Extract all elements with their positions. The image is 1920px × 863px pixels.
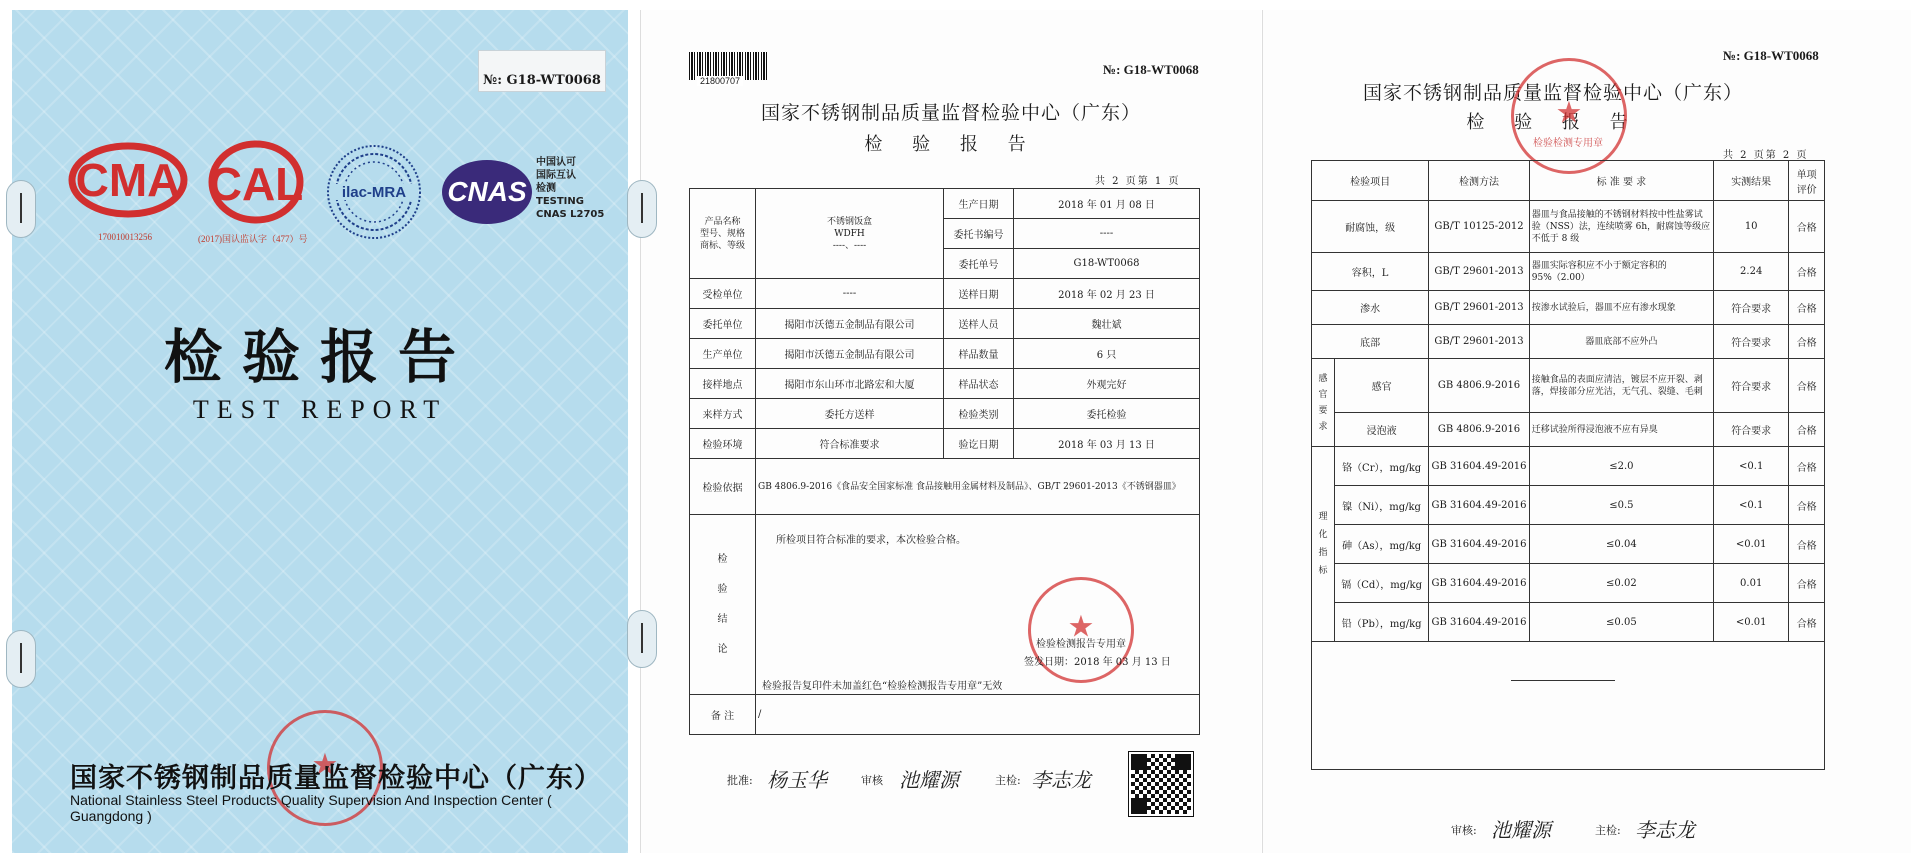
table-row <box>1312 486 1825 525</box>
table-row <box>1312 291 1825 325</box>
sample-date-label: 送样日期 <box>944 279 1014 309</box>
finish-date: 2018 年 03 月 13 日 <box>1014 429 1200 459</box>
barcode-number: 21800707 <box>697 76 743 86</box>
producer: 揭阳市沃德五金制品有限公司 <box>756 339 944 369</box>
table-row <box>1312 325 1825 359</box>
row-evaluation: 合格 <box>1789 413 1825 447</box>
entrust-no: ---- <box>1014 219 1200 249</box>
report-number: №: G18-WT0068 <box>1723 48 1819 63</box>
row-method: GB 31604.49-2016 <box>1429 486 1530 525</box>
row-requirement: ≤0.5 <box>1529 486 1713 525</box>
row-result: <0.01 <box>1714 525 1789 564</box>
table-row <box>1312 359 1825 413</box>
main-inspector-label: 主检: <box>995 774 1021 787</box>
table-row <box>1312 603 1825 642</box>
approve-label: 批准: <box>727 774 753 787</box>
row-requirement: 按渗水试验后，器皿不应有渗水现象 <box>1529 291 1713 325</box>
row-requirement: ≤0.05 <box>1529 603 1713 642</box>
row-method: GB 31604.49-2016 <box>1429 525 1530 564</box>
row-requirement: ≤0.02 <box>1529 564 1713 603</box>
header-result: 实测结果 <box>1714 161 1789 201</box>
table-row <box>1312 447 1825 486</box>
row-result: 符合要求 <box>1714 325 1789 359</box>
production-date: 2018 年 01 月 08 日 <box>1014 189 1200 219</box>
row-evaluation: 合格 <box>1789 201 1825 253</box>
environment: 符合标准要求 <box>756 429 944 459</box>
row-item: 耐腐蚀，级 <box>1312 201 1429 253</box>
inspected-unit: ---- <box>756 279 944 309</box>
row-result: 符合要求 <box>1714 359 1789 413</box>
row-evaluation: 合格 <box>1789 253 1825 291</box>
sample-date: 2018 年 02 月 23 日 <box>1014 279 1200 309</box>
review-label: 审核 <box>861 774 883 787</box>
row-evaluation: 合格 <box>1789 525 1825 564</box>
approve-signature: 杨玉华 <box>767 768 827 792</box>
conclusion-cell <box>756 515 1200 695</box>
cover-page <box>12 10 628 853</box>
report-number: №: G18-WT0068 <box>1103 62 1199 77</box>
cnas-logo-icon <box>440 158 534 226</box>
conclusion-note: 检验报告复印件未加盖红色“检验检测报告专用章”无效 <box>762 681 1003 692</box>
review-label: 审核: <box>1451 824 1477 837</box>
row-method: GB 31604.49-2016 <box>1429 603 1530 642</box>
row-evaluation: 合格 <box>1789 447 1825 486</box>
row-item: 底部 <box>1312 325 1429 359</box>
report-title: 国家不锈钢制品质量监督检验中心（广东） <box>760 102 1141 124</box>
cnas-line: 国际互认 <box>536 170 576 181</box>
sample-state-label: 样品状态 <box>944 369 1014 399</box>
row-method: GB/T 29601-2013 <box>1429 253 1530 291</box>
product-value: 不锈钢饭盒 WDFH ----、---- <box>756 189 944 279</box>
remark: / <box>756 695 1200 735</box>
organization-name-en: National Stainless Steel Products Quality Supervision And Inspection Center ( Guangdong ) <box>70 792 552 824</box>
ilac-logo-text: ilac-MRA <box>341 184 407 201</box>
row-method: GB/T 29601-2013 <box>1429 325 1530 359</box>
end-divider <box>1511 680 1615 681</box>
client: 揭阳市沃德五金制品有限公司 <box>756 309 944 339</box>
sender: 魏壮斌 <box>1014 309 1200 339</box>
row-evaluation: 合格 <box>1789 603 1825 642</box>
main-inspector-label: 主检: <box>1595 824 1621 837</box>
row-requirement: 器皿实际容积应不小于额定容积的 95%（2.00） <box>1529 253 1713 291</box>
organization-name: 国家不锈钢制品质量监督检验中心（广东） <box>70 763 602 794</box>
header-method: 检测方法 <box>1429 161 1530 201</box>
cal-number: (2017)国认监认字（477）号 <box>198 234 308 244</box>
client-label: 委托单位 <box>690 309 756 339</box>
cma-logo-text: CMA <box>75 154 181 206</box>
table-row <box>1312 201 1825 253</box>
table-row <box>1312 564 1825 603</box>
report-title: 国家不锈钢制品质量监督检验中心（广东） <box>1362 82 1743 104</box>
inspection-type-label: 检验类别 <box>944 399 1014 429</box>
binder-hole <box>6 180 36 238</box>
row-requirement: 器皿与食品接触的不锈钢材料按中性盐雾试验（NSS）法，连续喷雾 6h，耐腐蚀等级应不低于 8 级 <box>1529 201 1713 253</box>
group-sensory: 感 官 要 求 <box>1312 359 1335 447</box>
row-result: 符合要求 <box>1714 413 1789 447</box>
main-inspector-signature: 李志龙 <box>1031 768 1091 792</box>
row-item: 容积，L <box>1312 253 1429 291</box>
product-label: 产品名称 型号、规格 商标、等级 <box>690 189 756 279</box>
cover-subtitle: TEST REPORT <box>192 395 448 424</box>
header-evaluation: 单项 评价 <box>1789 161 1825 201</box>
row-result: <0.1 <box>1714 486 1789 525</box>
row-method: GB/T 10125-2012 <box>1429 201 1530 253</box>
cnas-line: TESTING <box>536 196 584 207</box>
entrust-no-label: 委托书编号 <box>944 219 1014 249</box>
row-evaluation: 合格 <box>1789 359 1825 413</box>
quantity-label: 样品数量 <box>944 339 1014 369</box>
row-item: 铅（Pb），mg/kg <box>1335 603 1429 642</box>
sampling-method-label: 来样方式 <box>690 399 756 429</box>
cal-logo-icon <box>206 140 306 224</box>
report-page-1 <box>640 10 1261 853</box>
row-result: 0.01 <box>1714 564 1789 603</box>
binder-hole <box>6 630 36 688</box>
sender-label: 送样人员 <box>944 309 1014 339</box>
conclusion-text: 所检项目符合标准的要求，本次检验合格。 <box>776 535 966 546</box>
row-method: GB 4806.9-2016 <box>1429 413 1530 447</box>
group-physchem: 理 化 指 标 <box>1312 447 1335 642</box>
row-requirement: ≤2.0 <box>1529 447 1713 486</box>
cnas-accreditation-text <box>536 156 620 221</box>
stamp-text: 检验检测报告专用章 <box>1036 639 1126 650</box>
table-row <box>1312 525 1825 564</box>
issue-date: 签发日期：2018 年 03 月 13 日 <box>1024 657 1171 668</box>
binder-hole <box>627 180 657 238</box>
row-requirement: ≤0.04 <box>1529 525 1713 564</box>
row-evaluation: 合格 <box>1789 291 1825 325</box>
order-no: G18-WT0068 <box>1014 249 1200 279</box>
order-no-label: 委托单号 <box>944 249 1014 279</box>
basis-label: 检验依据 <box>690 459 756 515</box>
row-method: GB 31604.49-2016 <box>1429 564 1530 603</box>
report-subtitle: 检 验 报 告 <box>1466 112 1640 133</box>
report-subtitle: 检 验 报 告 <box>864 134 1038 155</box>
sampling-place-label: 接样地点 <box>690 369 756 399</box>
main-inspector-signature: 李志龙 <box>1635 818 1695 842</box>
row-requirement: 迁移试验所得浸泡液不应有异臭 <box>1529 413 1713 447</box>
report-number: №: G18-WT0068 <box>478 50 606 92</box>
ilac-mra-logo-icon <box>324 142 424 242</box>
row-method: GB 31604.49-2016 <box>1429 447 1530 486</box>
row-evaluation: 合格 <box>1789 564 1825 603</box>
row-result: 2.24 <box>1714 253 1789 291</box>
cma-number: 170010013256 <box>98 232 152 242</box>
binder-hole <box>627 610 657 668</box>
page-info: 共 2 页第 1 页 <box>1095 176 1181 187</box>
quantity: 6 只 <box>1014 339 1200 369</box>
row-item: 铬（Cr），mg/kg <box>1335 447 1429 486</box>
cnas-line: 中国认可 <box>536 157 576 168</box>
row-evaluation: 合格 <box>1789 486 1825 525</box>
report-info-table <box>689 188 1200 735</box>
row-item: 浸泡液 <box>1335 413 1429 447</box>
row-result: 符合要求 <box>1714 291 1789 325</box>
row-item: 感官 <box>1335 359 1429 413</box>
table-row <box>1312 413 1825 447</box>
cma-logo-icon <box>68 142 188 222</box>
basis: GB 4806.9-2016《食品安全国家标准 食品接触用金属材料及制品》、GB/T 29601-2013《不锈钢器皿》 <box>756 459 1200 515</box>
table-row <box>1312 253 1825 291</box>
report-page-2 <box>1262 10 1911 853</box>
row-method: GB 4806.9-2016 <box>1429 359 1530 413</box>
inspection-type: 委托检验 <box>1014 399 1200 429</box>
remark-label: 备 注 <box>690 695 756 735</box>
row-item: 渗水 <box>1312 291 1429 325</box>
producer-label: 生产单位 <box>690 339 756 369</box>
row-item: 砷（As），mg/kg <box>1335 525 1429 564</box>
cover-title: 检验报告 <box>163 323 476 391</box>
finish-date-label: 验讫日期 <box>944 429 1014 459</box>
production-date-label: 生产日期 <box>944 189 1014 219</box>
qr-code <box>1129 752 1193 816</box>
header-item: 检验项目 <box>1312 161 1429 201</box>
conclusion-label: 检 验 结 论 <box>690 515 756 695</box>
inspected-unit-label: 受检单位 <box>690 279 756 309</box>
cnas-line: 检测 <box>536 183 556 194</box>
test-results-table <box>1311 160 1825 642</box>
row-result: <0.01 <box>1714 603 1789 642</box>
row-requirement: 器皿底部不应外凸 <box>1529 325 1713 359</box>
stamp-text: 检验检测专用章 <box>1533 138 1603 149</box>
page-info: 共 2 页第 2 页 <box>1723 150 1809 161</box>
row-item: 镉（Cd），mg/kg <box>1335 564 1429 603</box>
environment-label: 检验环境 <box>690 429 756 459</box>
row-result: <0.1 <box>1714 447 1789 486</box>
row-evaluation: 合格 <box>1789 325 1825 359</box>
row-method: GB/T 29601-2013 <box>1429 291 1530 325</box>
cnas-logo-text: CNAS <box>447 176 527 207</box>
row-result: 10 <box>1714 201 1789 253</box>
cal-logo-text: CAL <box>208 158 304 210</box>
sampling-method: 委托方送样 <box>756 399 944 429</box>
review-signature: 池耀源 <box>1491 818 1551 842</box>
cnas-line: CNAS L2705 <box>536 209 605 220</box>
sample-state: 外观完好 <box>1014 369 1200 399</box>
row-item: 镍（Ni），mg/kg <box>1335 486 1429 525</box>
header-requirement: 标 准 要 求 <box>1529 161 1713 201</box>
row-requirement: 接触食品的表面应清洁，镀层不应开裂、剥落，焊接部分应光洁，无气孔、裂缝、毛刺 <box>1529 359 1713 413</box>
red-seal-stamp <box>1511 58 1627 174</box>
sampling-place: 揭阳市东山环市北路宏和大厦 <box>756 369 944 399</box>
review-signature: 池耀源 <box>899 768 959 792</box>
